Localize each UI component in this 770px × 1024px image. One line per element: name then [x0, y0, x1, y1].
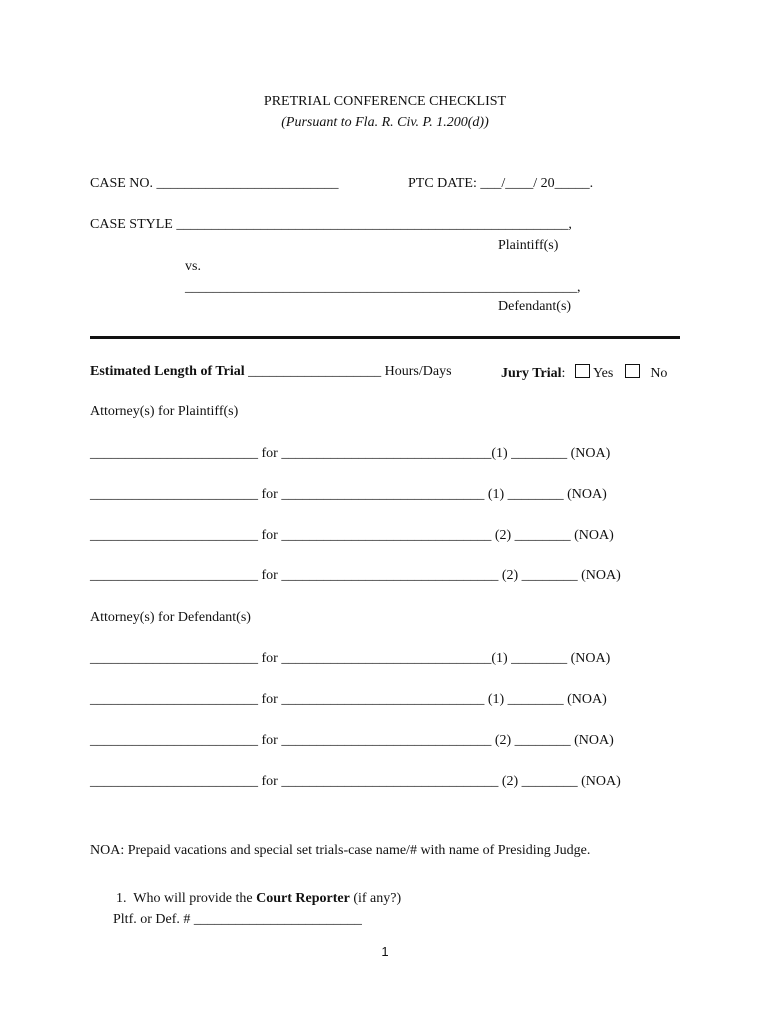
jury-trial-colon: : [561, 366, 566, 381]
versus-label: vs. [185, 259, 201, 274]
jury-yes-label: Yes [592, 366, 614, 381]
hours-days-label: Hours/Days [384, 364, 452, 379]
document-subtitle: (Pursuant to Fla. R. Civ. P. 1.200(d)) [281, 115, 489, 130]
jury-trial-row [501, 364, 667, 382]
jury-trial-label: Jury Trial [501, 366, 562, 381]
question-text-after: (if any?) [353, 891, 402, 906]
document-title: PRETRIAL CONFERENCE CHECKLIST [263, 94, 507, 109]
plaintiff-attorney-row: ________________________ for ______________________________(1) ________ (NOA) [90, 446, 611, 461]
defendant-attorney-row: ________________________ for _______________________________ (2) ________ (NOA) [90, 774, 621, 789]
noa-note: NOA: Prepaid vacations and special set trials-case name/# with name of Presiding Judge. [90, 843, 591, 858]
case-number-field: CASE NO. __________________________ [90, 176, 339, 191]
jury-yes-checkbox[interactable] [575, 364, 590, 378]
defendant-attorneys-heading: Attorney(s) for Defendant(s) [90, 610, 251, 625]
plaintiff-attorney-row: ________________________ for ______________________________ (2) ________ (NOA) [90, 528, 614, 543]
plaintiff-attorneys-heading: Attorney(s) for Plaintiff(s) [90, 404, 239, 419]
section-divider [90, 336, 680, 339]
question-1-answer-line: Pltf. or Def. # ________________________ [113, 912, 362, 927]
defendant-label: Defendant(s) [498, 299, 572, 314]
plaintiff-attorney-row: ________________________ for _______________________________ (2) ________ (NOA) [90, 568, 621, 583]
ptc-date-field: PTC DATE: ___/____/ 20_____. [408, 176, 594, 191]
jury-no-checkbox[interactable] [625, 364, 640, 378]
defendant-attorney-row: ________________________ for ______________________________(1) ________ (NOA) [90, 651, 611, 666]
plaintiff-attorney-row: ________________________ for _____________________________ (1) ________ (NOA) [90, 487, 607, 502]
plaintiff-label: Plaintiff(s) [498, 238, 559, 253]
jury-no-label: No [650, 366, 668, 381]
case-style-field: CASE STYLE ________________________________________________________, [90, 217, 572, 232]
defendant-line: ________________________________________________________, [185, 280, 581, 295]
page-number: 1 [381, 944, 389, 959]
defendant-attorney-row: ________________________ for _____________________________ (1) ________ (NOA) [90, 692, 607, 707]
trial-length-row [90, 364, 452, 380]
question-number: 1. [116, 891, 127, 906]
question-1 [116, 891, 401, 907]
trial-length-blank: ___________________ [248, 364, 382, 379]
question-bold-text: Court Reporter [256, 891, 350, 906]
trial-length-label: Estimated Length of Trial [90, 364, 245, 379]
defendant-attorney-row: ________________________ for ______________________________ (2) ________ (NOA) [90, 733, 614, 748]
question-text-before: Who will provide the [133, 891, 253, 906]
